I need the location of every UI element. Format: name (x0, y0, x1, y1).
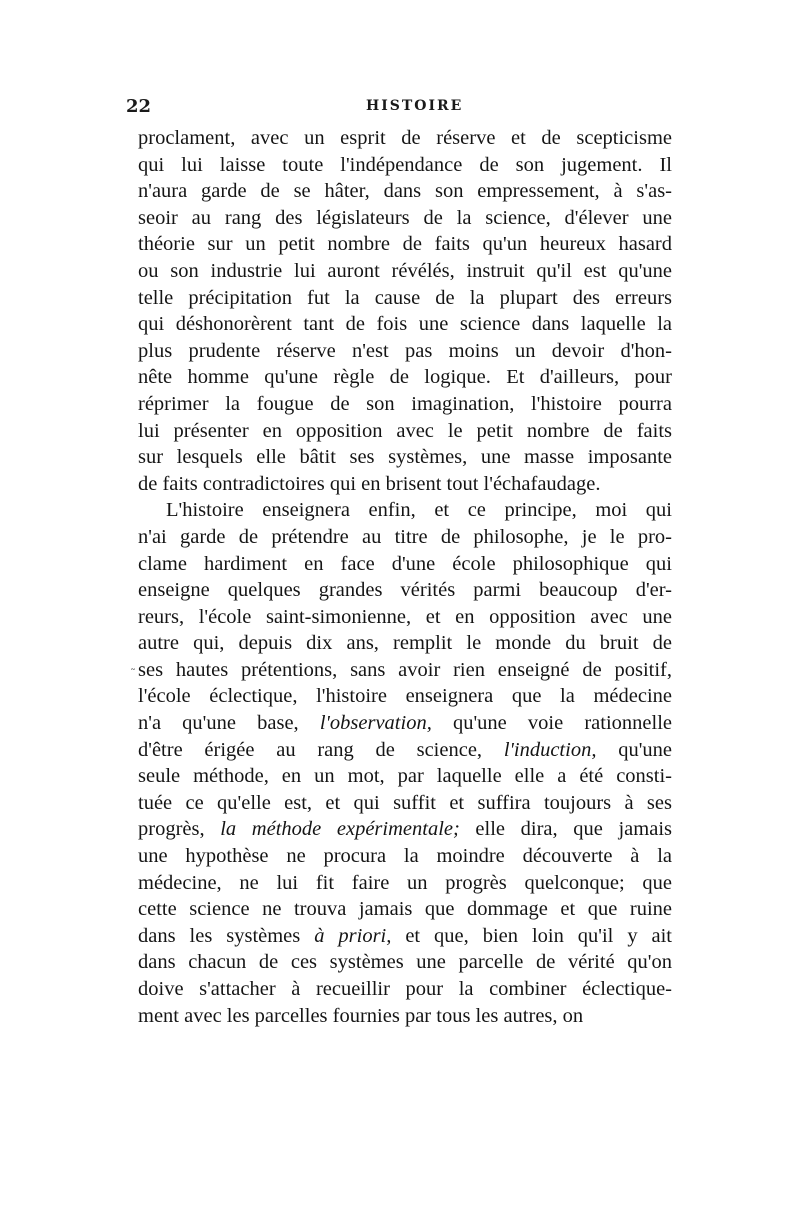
text-line: plus prudente réserve n'est pas moins un devoir d'hon- (138, 339, 672, 362)
text-line: seoir au rang des législateurs de la science, d'élever une (138, 206, 672, 229)
text-line: telle précipitation fut la cause de la plupart des erreurs (138, 286, 672, 309)
text-segment: elle dira, que jamais (459, 818, 672, 841)
text-line: une hypothèse ne procura la moindre découverte à la (138, 845, 672, 868)
text-line: ou son industrie lui auront révélés, instruit qu'il est qu'une (138, 259, 672, 282)
text-line: réprimer la fougue de son imagination, l'histoire pourra (138, 392, 672, 415)
running-head: HISTOIRE (366, 98, 464, 114)
italic-term: à priori, (314, 924, 392, 947)
text-segment: qu'une (596, 738, 672, 761)
italic-term: l'observation, (319, 712, 432, 735)
text-segment: dans les systèmes (138, 924, 315, 947)
text-line (138, 710, 672, 737)
text-line: lui présenter en opposition avec le petit nombre de faits (138, 419, 672, 442)
text-line: ment avec les parcelles fournies par tous les autres, on (138, 1004, 584, 1027)
body-text (138, 125, 672, 1029)
text-segment: progrès, (138, 818, 221, 841)
text-line: médecine, ne lui fit faire un progrès quelconque; que (138, 871, 672, 894)
text-line: reurs, l'école saint-simonienne, et en opposition avec une (138, 605, 672, 628)
text-line: n'ai garde de prétendre au titre de philosophe, je le pro- (138, 525, 672, 548)
text-line: sur lesquels elle bâtit ses systèmes, une masse imposante (138, 446, 672, 469)
margin-mark: ˜ (130, 667, 136, 681)
page-number: 22 (126, 96, 152, 117)
text-line: clame hardiment en face d'une école philosophique qui (138, 552, 672, 575)
text-line (138, 737, 672, 764)
text-line: proclament, avec un esprit de réserve et de scepticisme (138, 127, 672, 149)
text-line: qui déshonorèrent tant de fois une science dans laquelle la (138, 313, 672, 336)
text-segment: d'être érigée au rang de science, (138, 738, 504, 761)
text-line: ses hautes prétentions, sans avoir rien enseigné de positif, (138, 658, 672, 681)
text-line: n'aura garde de se hâter, dans son empressement, à s'as- (138, 180, 672, 203)
italic-term: l'induction, (503, 738, 597, 761)
text-line: cette science ne trouva jamais que dommage et que ruine (138, 898, 672, 921)
text-line: tuée ce qu'elle est, et qui suffit et suffira toujours à ses (138, 791, 672, 814)
text-line: L'histoire enseignera enfin, et ce principe, moi qui (166, 499, 672, 522)
text-line: qui lui laisse toute l'indépendance de son jugement. Il (138, 153, 672, 176)
text-segment: n'a qu'une base, (138, 712, 320, 735)
text-line: enseigne quelques grandes vérités parmi beaucoup d'er- (138, 579, 672, 602)
text-line: autre qui, depuis dix ans, remplit le monde du bruit de (138, 632, 672, 655)
text-line: nête homme qu'une règle de logique. Et d'ailleurs, pour (138, 366, 672, 389)
italic-term: la méthode expérimentale; (220, 818, 460, 841)
page-header (126, 96, 674, 122)
text-segment: et que, bien loin qu'il y ait (391, 924, 672, 947)
text-line: seule méthode, en un mot, par laquelle elle a été consti- (138, 765, 672, 788)
text-line: de faits contradictoires qui en brisent tout l'échafaudage. (138, 472, 601, 495)
text-segment: qu'une voie rationnelle (431, 712, 673, 735)
text-line (138, 816, 672, 843)
text-line: théorie sur un petit nombre de faits qu'un heureux hasard (138, 233, 672, 256)
text-line: dans chacun de ces systèmes une parcelle de vérité qu'on (138, 951, 672, 974)
text-line: l'école éclectique, l'histoire enseignera que la médecine (138, 685, 672, 708)
text-line: doive s'attacher à recueillir pour la combiner éclectique- (138, 978, 672, 1000)
text-line (138, 923, 672, 950)
